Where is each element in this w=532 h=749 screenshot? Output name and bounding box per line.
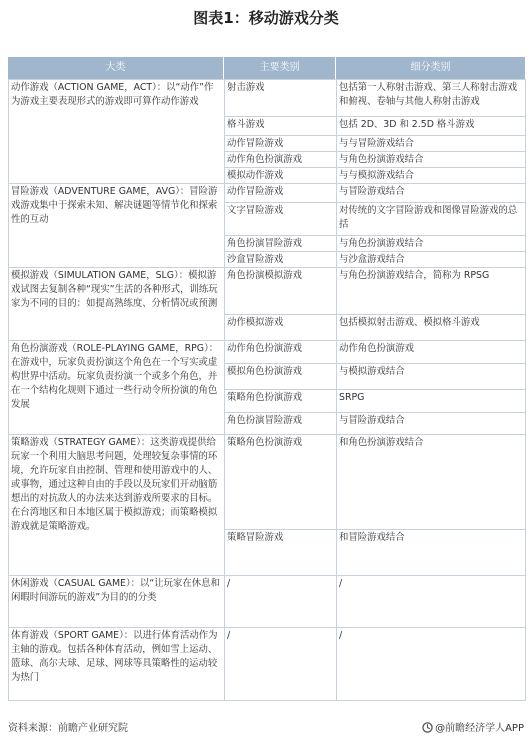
- source-note: 资料来源：前瞻产业研究院: [8, 723, 128, 734]
- sub-type-cell: 与角色扮演游戏结合，简称为 RPSG: [336, 267, 526, 314]
- header-sub-type: 细分类别: [336, 57, 526, 79]
- sub-type-cell: 与模拟游戏结合: [336, 363, 526, 389]
- category-cell: 模拟游戏（SIMULATION GAME，SLG）：模拟游戏试图去复制各种“现实”生活的各种形式，训练玩家为不同的目的：如提高熟练度、分析情况或预测: [8, 267, 224, 340]
- category-cell: 策略游戏（STRATEGY GAME）：这类游戏提供给玩家一个利用大脑思考问题，处理较复杂事情的环境，允许玩家自由控制、管理和使用游戏中的人、或事物，通过这种自由的手段以及玩家们开动脑筋想出的对抗敌人的办法来达到游戏所要求的目标。在台湾地区和日本地区属于模拟游戏；而策略模拟游戏就是策略游戏。: [8, 434, 224, 575]
- brand-credit: [422, 722, 524, 736]
- main-type-cell: 策略冒险游戏: [224, 529, 336, 575]
- category-cell: 体育游戏（SPORT GAME）：以进行体育活动作为主轴的游戏。包括各种体育活动，例如雪上运动、篮球、高尔夫球、足球、网球等具策略性的运动较为热门: [8, 627, 224, 701]
- brand-logo-icon: [422, 722, 433, 733]
- main-type-cell: 沙盒冒险游戏: [224, 251, 336, 267]
- main-type-cell: 格斗游戏: [224, 116, 336, 135]
- main-type-cell: 角色扮演模拟游戏: [224, 267, 336, 314]
- sub-type-cell: 动作角色扮演游戏: [336, 340, 526, 363]
- sub-type-cell: 包括模拟射击游戏、模拟格斗游戏: [336, 314, 526, 340]
- main-type-cell: 射击游戏: [224, 79, 336, 116]
- sub-type-cell: 和角色扮演游戏结合: [336, 434, 526, 529]
- sub-type-cell: 与冒险游戏结合: [336, 183, 526, 202]
- category-cell: 休闲游戏（CASUAL GAME）：以“让玩家在休息和闲暇时间游玩的游戏”为目的的分类: [8, 575, 224, 627]
- header-category: 大类: [8, 57, 224, 79]
- sub-type-cell: 和冒险游戏结合: [336, 529, 526, 575]
- sub-type-cell: SRPG: [336, 389, 526, 412]
- sub-type-cell: 与角色扮演游戏结合: [336, 235, 526, 251]
- sub-type-cell: 对传统的文字冒险游戏和图像冒险游戏的总括: [336, 202, 526, 235]
- sub-type-cell: 与与冒险游戏结合: [336, 135, 526, 151]
- main-type-cell: 模拟动作游戏: [224, 167, 336, 183]
- classification-table: [8, 57, 526, 701]
- category-cell: 冒险游戏（ADVENTURE GAME，AVG）：冒险游戏游戏集中于探索未知、解决谜题等情节化和探索性的互动: [8, 183, 224, 267]
- sub-type-cell: /: [336, 627, 526, 701]
- sub-type-cell: 与沙盒游戏结合: [336, 251, 526, 267]
- main-type-cell: 动作冒险游戏: [224, 135, 336, 151]
- main-type-cell: /: [224, 627, 336, 701]
- page-title: 图表1：移动游戏分类: [193, 9, 339, 27]
- main-type-cell: /: [224, 575, 336, 627]
- sub-type-cell: 包括第一人称射击游戏、第三人称射击游戏和俯视、卷轴与其他人称射击游戏: [336, 79, 526, 116]
- main-type-cell: 策略角色扮演游戏: [224, 389, 336, 412]
- sub-type-cell: 与冒险游戏结合: [336, 412, 526, 434]
- sub-type-cell: 与与模拟游戏结合: [336, 167, 526, 183]
- main-type-cell: 动作模拟游戏: [224, 314, 336, 340]
- main-type-cell: 动作角色扮演游戏: [224, 151, 336, 167]
- main-type-cell: 模拟角色扮演游戏: [224, 363, 336, 389]
- main-type-cell: 动作角色扮演游戏: [224, 340, 336, 363]
- sub-type-cell: 与角色扮演游戏结合: [336, 151, 526, 167]
- main-type-cell: 角色扮演冒险游戏: [224, 235, 336, 251]
- sub-type-cell: 包括 2D、3D 和 2.5D 格斗游戏: [336, 116, 526, 135]
- main-type-cell: 文字冒险游戏: [224, 202, 336, 235]
- category-cell: 动作游戏（ACTION GAME，ACT）：以“动作”作为游戏主要表现形式的游戏即可算作动作游戏: [8, 79, 224, 183]
- brand-credit-text: @前瞻经济学人APP: [435, 723, 524, 734]
- main-type-cell: 策略角色扮演游戏: [224, 434, 336, 529]
- header-main-type: 主要类别: [224, 57, 336, 79]
- category-cell: 角色扮演游戏（ROLE-PLAYING GAME，RPG）：在游戏中，玩家负责扮演这个角色在一个写实或虚构世界中活动。玩家负责扮演一个或多个角色，并在一个结构化规则下通过一些行动令所扮演的角色发展: [8, 340, 224, 434]
- sub-type-cell: /: [336, 575, 526, 627]
- main-type-cell: 角色扮演冒险游戏: [224, 412, 336, 434]
- main-type-cell: 动作冒险游戏: [224, 183, 336, 202]
